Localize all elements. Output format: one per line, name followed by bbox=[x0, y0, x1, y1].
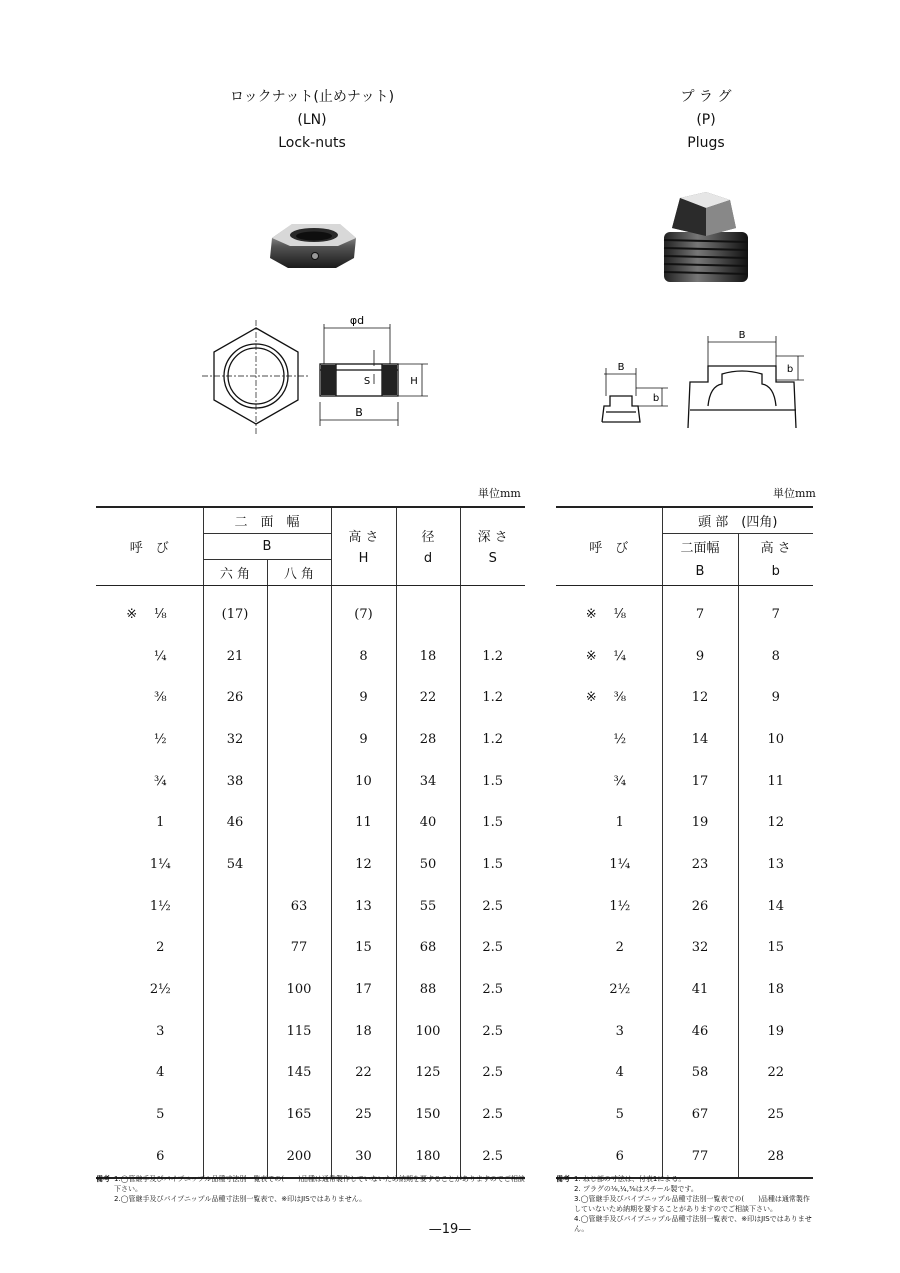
dim-phi-d-label: φd bbox=[349, 314, 365, 327]
locknut-cell-height: 18 bbox=[331, 1010, 396, 1052]
locknut-header-height-sym: H bbox=[358, 551, 369, 567]
jis-exception-mark: ※ bbox=[585, 606, 597, 622]
locknut-cell-oct bbox=[267, 760, 331, 802]
plug-title-en: Plugs bbox=[687, 135, 725, 151]
nominal-size: 3 bbox=[156, 1023, 165, 1039]
plug-cell-width: 46 bbox=[662, 1010, 738, 1052]
plug-cell-height: 10 bbox=[738, 719, 813, 761]
plug-note: 1. ねじ部の寸法は、付表1による。 bbox=[574, 1175, 686, 1183]
plug-photo bbox=[658, 188, 754, 288]
nominal-size: 2 bbox=[615, 940, 624, 956]
plug-cell-height: 12 bbox=[738, 802, 813, 844]
locknut-cell-hex bbox=[203, 1094, 267, 1136]
nominal-size: ½ bbox=[613, 731, 627, 747]
locknut-cell-nominal bbox=[96, 719, 203, 761]
plug-cell-nominal bbox=[556, 677, 662, 719]
table-row bbox=[556, 677, 813, 719]
locknut-cell-dia: 125 bbox=[396, 1052, 460, 1094]
locknut-cell-dia: 88 bbox=[396, 969, 460, 1011]
locknut-cell-depth: 1.2 bbox=[460, 719, 525, 761]
plug-notes bbox=[556, 1174, 816, 1234]
nominal-size: ⅜ bbox=[613, 690, 627, 706]
table-row bbox=[556, 969, 813, 1011]
locknut-cell-depth: 2.5 bbox=[460, 927, 525, 969]
locknut-unit-label: 単位mm bbox=[478, 487, 521, 500]
nominal-size: 6 bbox=[156, 1148, 165, 1164]
locknut-cell-nominal bbox=[96, 969, 203, 1011]
plug-cell-width: 41 bbox=[662, 969, 738, 1011]
plug-cell-width: 67 bbox=[662, 1094, 738, 1136]
plug-header-width: 二面幅 bbox=[662, 533, 738, 559]
locknut-cell-hex bbox=[203, 969, 267, 1011]
locknut-note: 1.◯管継手及びパイプニップル品種寸法別一覧表での( )品種は通常製作していないため納期を要することがありますのでご相談下さい。 bbox=[114, 1175, 525, 1193]
plug-table bbox=[556, 506, 813, 1179]
table-row bbox=[556, 927, 813, 969]
table-row bbox=[96, 885, 525, 927]
plug-cell-nominal bbox=[556, 635, 662, 677]
table-row bbox=[556, 844, 813, 886]
locknut-header-width: 二 面 幅 bbox=[203, 507, 331, 533]
plug-cell-height: 13 bbox=[738, 844, 813, 886]
locknut-header-height bbox=[331, 507, 396, 585]
locknut-cell-dia: 22 bbox=[396, 677, 460, 719]
locknut-cell-oct bbox=[267, 635, 331, 677]
locknut-cell-dia: 50 bbox=[396, 844, 460, 886]
locknut-cell-height: 30 bbox=[331, 1135, 396, 1178]
locknut-cell-depth: 2.5 bbox=[460, 969, 525, 1011]
jis-exception-mark: ※ bbox=[585, 690, 597, 706]
plug-cell-nominal bbox=[556, 585, 662, 635]
locknut-cell-hex: 54 bbox=[203, 844, 267, 886]
locknut-cell-dia: 180 bbox=[396, 1135, 460, 1178]
locknut-header-hex: 六 角 bbox=[203, 559, 267, 585]
locknut-cell-oct bbox=[267, 719, 331, 761]
nominal-size: ⅜ bbox=[153, 690, 167, 706]
locknut-cell-oct bbox=[267, 802, 331, 844]
locknut-cell-hex bbox=[203, 1052, 267, 1094]
plug-cell-width: 12 bbox=[662, 677, 738, 719]
locknut-cell-oct: 165 bbox=[267, 1094, 331, 1136]
jis-exception-mark: ※ bbox=[585, 648, 597, 664]
table-row bbox=[556, 719, 813, 761]
plug-cell-width: 14 bbox=[662, 719, 738, 761]
locknut-cell-depth: 2.5 bbox=[460, 1010, 525, 1052]
locknut-cell-oct: 100 bbox=[267, 969, 331, 1011]
plug-cell-nominal bbox=[556, 802, 662, 844]
locknut-cell-oct bbox=[267, 844, 331, 886]
page-number: —19— bbox=[428, 1222, 472, 1237]
table-row bbox=[96, 1135, 525, 1178]
nominal-size: 2½ bbox=[149, 982, 171, 998]
plug-cell-width: 17 bbox=[662, 760, 738, 802]
locknut-cell-height: 13 bbox=[331, 885, 396, 927]
plug-cell-height: 8 bbox=[738, 635, 813, 677]
plug-cell-width: 77 bbox=[662, 1135, 738, 1178]
plug-cell-nominal bbox=[556, 760, 662, 802]
locknut-cell-nominal bbox=[96, 927, 203, 969]
plug-header-nominal: 呼 び bbox=[556, 507, 662, 585]
plug-title-jp: プ ラ グ bbox=[680, 89, 732, 105]
nominal-size: 5 bbox=[156, 1107, 165, 1123]
plug-note: 4.◯管継手及びパイプニップル品種寸法別一覧表で、※印はJISではありません。 bbox=[574, 1215, 812, 1233]
locknut-header-oct: 八 角 bbox=[267, 559, 331, 585]
locknut-cell-hex: 26 bbox=[203, 677, 267, 719]
nominal-size: ¼ bbox=[613, 648, 627, 664]
locknut-cell-dia: 28 bbox=[396, 719, 460, 761]
plug-cell-width: 23 bbox=[662, 844, 738, 886]
locknut-cell-hex: 21 bbox=[203, 635, 267, 677]
nominal-size: 1½ bbox=[609, 898, 631, 914]
table-row bbox=[556, 1052, 813, 1094]
locknut-cell-depth: 1.2 bbox=[460, 635, 525, 677]
locknut-cell-depth: 2.5 bbox=[460, 1052, 525, 1094]
plug-cell-nominal bbox=[556, 1135, 662, 1178]
table-row bbox=[556, 1135, 813, 1178]
plug-cell-height: 22 bbox=[738, 1052, 813, 1094]
nominal-size: ⅛ bbox=[613, 606, 627, 622]
table-row bbox=[556, 760, 813, 802]
locknut-cell-depth: 1.5 bbox=[460, 844, 525, 886]
locknut-cell-nominal bbox=[96, 802, 203, 844]
table-row bbox=[96, 969, 525, 1011]
locknut-section-diagram bbox=[310, 312, 436, 436]
locknut-cell-hex: (17) bbox=[203, 585, 267, 635]
dim-b-label: B bbox=[355, 406, 363, 419]
plug-cell-width: 26 bbox=[662, 885, 738, 927]
nominal-size: 4 bbox=[615, 1065, 624, 1081]
locknut-cell-depth: 1.5 bbox=[460, 760, 525, 802]
locknut-header-width-sym: B bbox=[203, 533, 331, 559]
plug-header-height-sym: b bbox=[738, 559, 813, 585]
plug-notes-label: 備考 bbox=[556, 1175, 570, 1183]
locknut-cell-hex bbox=[203, 885, 267, 927]
locknut-cell-hex: 32 bbox=[203, 719, 267, 761]
locknut-cell-height: (7) bbox=[331, 585, 396, 635]
plug-cell-width: 7 bbox=[662, 585, 738, 635]
locknut-table bbox=[96, 506, 525, 1179]
plug-code: (P) bbox=[696, 112, 716, 128]
locknut-title-en: Lock-nuts bbox=[278, 135, 346, 151]
table-row bbox=[96, 1010, 525, 1052]
locknut-cell-oct: 115 bbox=[267, 1010, 331, 1052]
table-row bbox=[96, 677, 525, 719]
locknut-cell-nominal bbox=[96, 635, 203, 677]
plug-title bbox=[616, 86, 796, 155]
locknut-notes bbox=[96, 1174, 526, 1204]
locknut-cell-hex bbox=[203, 927, 267, 969]
locknut-cell-dia: 100 bbox=[396, 1010, 460, 1052]
locknut-cell-nominal bbox=[96, 844, 203, 886]
locknut-header-nominal: 呼 び bbox=[96, 507, 203, 585]
nominal-size: 4 bbox=[156, 1065, 165, 1081]
plug-cell-nominal bbox=[556, 927, 662, 969]
locknut-cell-depth: 2.5 bbox=[460, 1135, 525, 1178]
table-row bbox=[96, 760, 525, 802]
locknut-hex-diagram bbox=[198, 318, 314, 438]
plug-header-height: 高 さ bbox=[738, 533, 813, 559]
locknut-cell-height: 12 bbox=[331, 844, 396, 886]
table-row bbox=[556, 802, 813, 844]
plug-large-dim-b-label: B bbox=[738, 330, 746, 341]
locknut-title-jp: ロックナット(止めナット) bbox=[229, 89, 395, 105]
locknut-header-dia-sym: d bbox=[423, 551, 433, 567]
plug-table-body bbox=[556, 585, 813, 1178]
locknut-note: 2.◯管継手及びパイプニップル品種寸法別一覧表で、※印はJISではありません。 bbox=[114, 1195, 367, 1203]
plug-cell-width: 32 bbox=[662, 927, 738, 969]
locknut-cell-nominal bbox=[96, 1052, 203, 1094]
locknut-cell-depth: 1.5 bbox=[460, 802, 525, 844]
locknut-cell-dia: 55 bbox=[396, 885, 460, 927]
locknut-cell-nominal bbox=[96, 677, 203, 719]
plug-note: 2. プラグの⅛,¼,⅜はスチール製です。 bbox=[574, 1185, 698, 1193]
locknut-cell-dia: 68 bbox=[396, 927, 460, 969]
locknut-cell-hex: 46 bbox=[203, 802, 267, 844]
nominal-size: ¼ bbox=[153, 648, 167, 664]
plug-cell-nominal bbox=[556, 844, 662, 886]
plug-cell-nominal bbox=[556, 969, 662, 1011]
locknut-cell-height: 22 bbox=[331, 1052, 396, 1094]
plug-large-dim-h-label: b bbox=[786, 364, 794, 375]
locknut-cell-height: 9 bbox=[331, 677, 396, 719]
locknut-cell-depth: 1.2 bbox=[460, 677, 525, 719]
table-row bbox=[96, 1094, 525, 1136]
locknut-cell-oct: 77 bbox=[267, 927, 331, 969]
locknut-cell-dia bbox=[396, 585, 460, 635]
plug-cell-width: 19 bbox=[662, 802, 738, 844]
nominal-size: 5 bbox=[615, 1107, 624, 1123]
plug-cell-height: 7 bbox=[738, 585, 813, 635]
locknut-header-dia-label: 径 bbox=[421, 530, 435, 546]
table-row bbox=[96, 844, 525, 886]
nominal-size: ¾ bbox=[153, 773, 167, 789]
locknut-cell-dia: 18 bbox=[396, 635, 460, 677]
table-row bbox=[96, 802, 525, 844]
nominal-size: 1½ bbox=[149, 898, 171, 914]
jis-exception-mark: ※ bbox=[126, 606, 138, 622]
nominal-size: 6 bbox=[615, 1148, 624, 1164]
locknut-cell-hex bbox=[203, 1010, 267, 1052]
plug-cell-height: 25 bbox=[738, 1094, 813, 1136]
table-row bbox=[96, 635, 525, 677]
locknut-header-depth-label: 深 さ bbox=[477, 530, 508, 546]
nominal-size: 1 bbox=[156, 815, 165, 831]
table-row bbox=[96, 585, 525, 635]
plug-cell-nominal bbox=[556, 1052, 662, 1094]
nominal-size: 2½ bbox=[609, 982, 631, 998]
locknut-cell-depth bbox=[460, 585, 525, 635]
locknut-cell-dia: 150 bbox=[396, 1094, 460, 1136]
locknut-cell-dia: 34 bbox=[396, 760, 460, 802]
locknut-cell-height: 8 bbox=[331, 635, 396, 677]
locknut-header-dia bbox=[396, 507, 460, 585]
locknut-header-depth bbox=[460, 507, 525, 585]
locknut-table-body bbox=[96, 585, 525, 1178]
locknut-cell-hex: 38 bbox=[203, 760, 267, 802]
locknut-cell-height: 17 bbox=[331, 969, 396, 1011]
locknut-cell-height: 9 bbox=[331, 719, 396, 761]
plug-cell-height: 14 bbox=[738, 885, 813, 927]
plug-large-diagram bbox=[680, 322, 808, 438]
locknut-title bbox=[182, 86, 442, 155]
locknut-cell-nominal bbox=[96, 760, 203, 802]
nominal-size: ½ bbox=[153, 731, 167, 747]
locknut-cell-height: 15 bbox=[331, 927, 396, 969]
plug-cell-height: 11 bbox=[738, 760, 813, 802]
locknut-cell-nominal bbox=[96, 885, 203, 927]
nominal-size: 1¼ bbox=[149, 856, 171, 872]
nominal-size: ¾ bbox=[613, 773, 627, 789]
nominal-size: 3 bbox=[615, 1023, 624, 1039]
nominal-size: 2 bbox=[156, 940, 165, 956]
locknut-cell-dia: 40 bbox=[396, 802, 460, 844]
plug-cell-height: 19 bbox=[738, 1010, 813, 1052]
plug-cell-height: 15 bbox=[738, 927, 813, 969]
plug-small-diagram bbox=[596, 352, 672, 432]
locknut-cell-height: 11 bbox=[331, 802, 396, 844]
table-row bbox=[556, 635, 813, 677]
plug-header-head: 頭 部 (四角) bbox=[662, 507, 813, 533]
plug-cell-nominal bbox=[556, 1010, 662, 1052]
locknut-cell-nominal bbox=[96, 1010, 203, 1052]
plug-cell-nominal bbox=[556, 1094, 662, 1136]
plug-small-dim-b-label: B bbox=[617, 362, 625, 373]
locknut-cell-height: 25 bbox=[331, 1094, 396, 1136]
plug-cell-height: 28 bbox=[738, 1135, 813, 1178]
plug-cell-width: 58 bbox=[662, 1052, 738, 1094]
plug-cell-height: 18 bbox=[738, 969, 813, 1011]
nominal-size: 1 bbox=[615, 815, 624, 831]
locknut-cell-hex bbox=[203, 1135, 267, 1178]
table-row bbox=[556, 885, 813, 927]
table-row bbox=[96, 927, 525, 969]
nominal-size: ⅛ bbox=[153, 606, 167, 622]
locknut-cell-height: 10 bbox=[331, 760, 396, 802]
locknut-cell-depth: 2.5 bbox=[460, 1094, 525, 1136]
locknut-code: (LN) bbox=[297, 112, 327, 128]
table-row bbox=[556, 585, 813, 635]
locknut-cell-oct: 63 bbox=[267, 885, 331, 927]
table-row bbox=[96, 719, 525, 761]
locknut-notes-label: 備考 bbox=[96, 1175, 110, 1183]
locknut-cell-oct bbox=[267, 677, 331, 719]
table-row bbox=[556, 1094, 813, 1136]
locknut-cell-oct: 200 bbox=[267, 1135, 331, 1178]
locknut-cell-depth: 2.5 bbox=[460, 885, 525, 927]
locknut-photo bbox=[262, 208, 362, 278]
plug-unit-label: 単位mm bbox=[773, 487, 816, 500]
locknut-cell-oct bbox=[267, 585, 331, 635]
locknut-header-depth-sym: S bbox=[488, 551, 497, 567]
table-row bbox=[556, 1010, 813, 1052]
locknut-cell-oct: 145 bbox=[267, 1052, 331, 1094]
plug-cell-nominal bbox=[556, 885, 662, 927]
dim-s-label: S bbox=[363, 376, 371, 387]
locknut-header-height-label: 高 さ bbox=[348, 530, 379, 546]
locknut-cell-nominal bbox=[96, 1094, 203, 1136]
plug-header-width-sym: B bbox=[662, 559, 738, 585]
plug-small-dim-h-label: b bbox=[652, 393, 660, 404]
plug-cell-nominal bbox=[556, 719, 662, 761]
plug-cell-width: 9 bbox=[662, 635, 738, 677]
plug-cell-height: 9 bbox=[738, 677, 813, 719]
plug-note: 3.◯管継手及びパイプニップル品種寸法別一覧表での( )品種は通常製作していないため納期を要することがありますのでご相談下さい。 bbox=[574, 1195, 810, 1213]
locknut-cell-nominal bbox=[96, 585, 203, 635]
table-row bbox=[96, 1052, 525, 1094]
dim-h-label: H bbox=[410, 376, 418, 387]
locknut-cell-nominal bbox=[96, 1135, 203, 1178]
nominal-size: 1¼ bbox=[609, 856, 631, 872]
